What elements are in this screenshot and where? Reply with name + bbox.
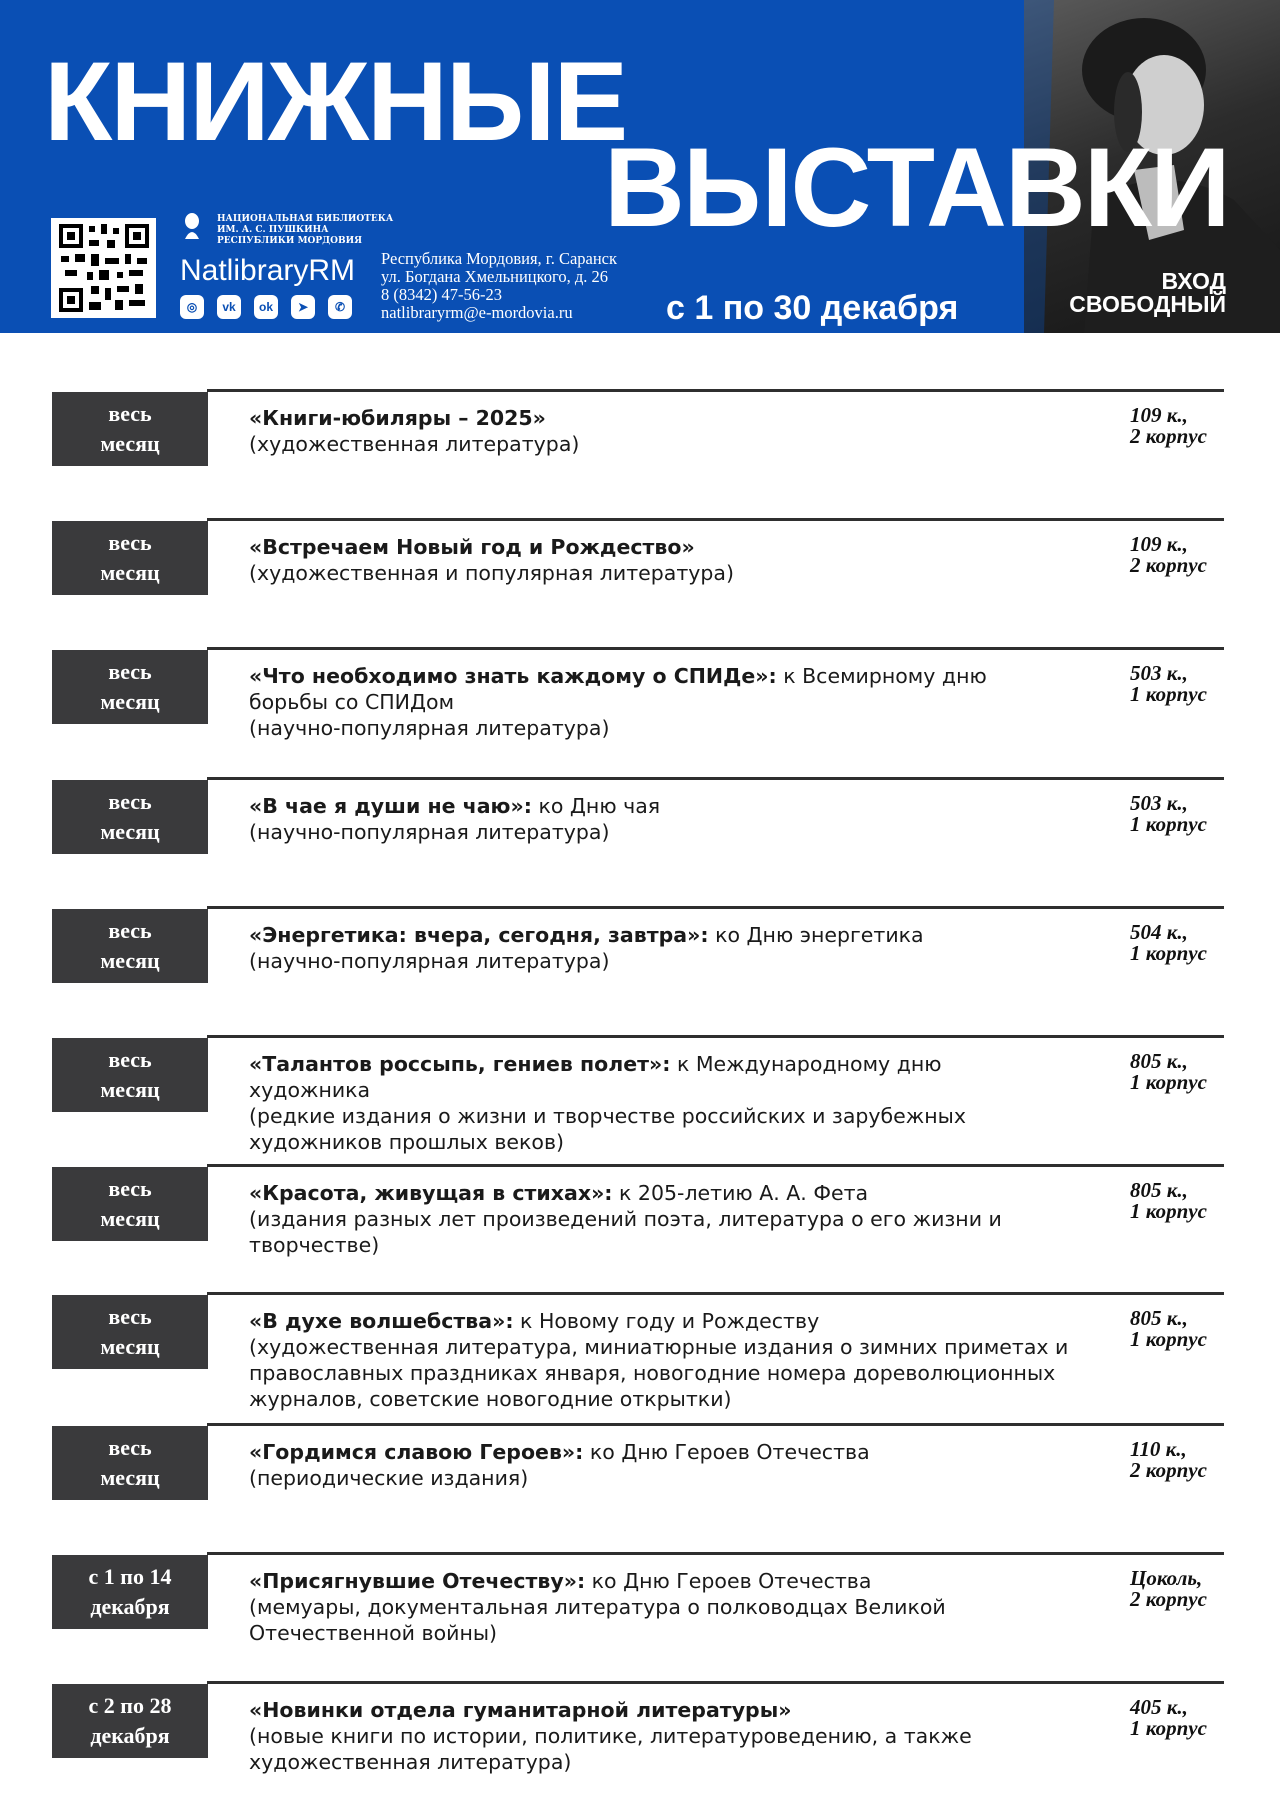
exhibition-occasion: ко Дню энергетика — [708, 923, 924, 947]
exhibition-title: «Энергетика: вчера, сегодня, завтра»: — [249, 923, 709, 947]
exhibition-details: (научно-популярная литература) — [249, 949, 610, 973]
exhibition-details: (периодические издания) — [249, 1466, 529, 1490]
location-room: Цоколь, — [1130, 1566, 1203, 1590]
location-building: 1 корпус — [1130, 1199, 1207, 1223]
entry-free-badge — [1048, 270, 1226, 316]
period-tag — [52, 1038, 208, 1112]
location-building: 2 корпус — [1130, 1458, 1207, 1482]
location-building: 1 корпус — [1130, 682, 1207, 706]
period-line-2: месяц — [100, 819, 160, 844]
entry-line-2: СВОБОДНЫЙ — [1069, 291, 1226, 317]
location-building: 1 корпус — [1130, 812, 1207, 836]
qr-code[interactable] — [51, 218, 156, 318]
row-divider — [207, 1035, 1224, 1038]
location-building: 1 корпус — [1130, 1327, 1207, 1351]
exhibition-title: «Красота, живущая в стихах»: — [249, 1181, 613, 1205]
location-building: 1 корпус — [1130, 941, 1207, 965]
period-line-2: месяц — [100, 431, 160, 456]
location-room: 805 к., — [1130, 1178, 1188, 1202]
period-tag — [52, 780, 208, 854]
exhibition-dates: с 1 по 30 декабря — [666, 289, 959, 327]
period-tag — [52, 1167, 208, 1241]
exhibition-details: (редкие издания о жизни и творчестве российских и зарубежных художников прошлых веков) — [249, 1104, 966, 1154]
period-line-2: месяц — [100, 1206, 160, 1231]
period-tag — [52, 1295, 208, 1369]
period-line-2: месяц — [100, 1465, 160, 1490]
exhibition-description — [249, 1180, 1069, 1258]
exhibition-location — [1130, 793, 1207, 835]
period-tag — [52, 1426, 208, 1500]
exhibition-title: «Что необходимо знать каждому о СПИДе»: — [249, 664, 777, 688]
period-line-2: месяц — [100, 948, 160, 973]
poster-header — [0, 0, 1280, 333]
exhibition-description — [249, 922, 1069, 974]
contact-address — [381, 250, 617, 322]
exhibition-description — [249, 793, 1069, 845]
exhibition-title: «В духе волшебства»: — [249, 1309, 514, 1333]
period-line-2: декабря — [90, 1723, 170, 1748]
exhibition-title: «Книги-юбиляры – 2025» — [249, 406, 546, 430]
location-building: 2 корпус — [1130, 1587, 1207, 1611]
period-tag — [52, 1555, 208, 1629]
exhibition-location — [1130, 1568, 1207, 1610]
period-line-1: весь — [108, 789, 152, 814]
exhibition-occasion: к Новому году и Рождеству — [513, 1309, 820, 1333]
exhibition-location — [1130, 1180, 1207, 1222]
period-line-2: месяц — [100, 560, 160, 585]
address-phone[interactable]: 8 (8342) 47-56-23 — [381, 285, 502, 304]
period-line-1: весь — [108, 1176, 152, 1201]
location-building: 1 корпус — [1130, 1716, 1207, 1740]
entry-line-1: ВХОД — [1161, 268, 1226, 294]
exhibition-occasion: к Международному дню художника — [249, 1052, 942, 1102]
period-line-1: весь — [108, 659, 152, 684]
exhibition-details: (издания разных лет произведений поэта, литература о его жизни и творчестве) — [249, 1207, 1002, 1257]
vk-icon[interactable]: vk — [217, 295, 241, 319]
title-line-1: КНИЖНЫЕ — [44, 39, 627, 164]
exhibition-details: (мемуары, документальная литература о полководцах Великой Отечественной войны) — [249, 1595, 946, 1645]
exhibition-details: (художественная и популярная литература) — [249, 561, 734, 585]
telegram-icon[interactable]: ➤ — [291, 295, 315, 319]
viber-icon[interactable]: ✆ — [328, 295, 352, 319]
row-divider — [207, 777, 1224, 780]
row-divider — [207, 906, 1224, 909]
location-room: 109 к., — [1130, 532, 1188, 556]
period-line-2: месяц — [100, 1334, 160, 1359]
period-tag — [52, 1684, 208, 1758]
row-divider — [207, 1681, 1224, 1684]
exhibition-details: (художественная литература, миниатюрные издания о зимних приметах и православных праздниках января, новогодние номера дореволюционных журналов, советские новогодние открытки) — [249, 1335, 1069, 1411]
row-divider — [207, 1552, 1224, 1555]
address-city: Республика Мордовия, г. Саранск — [381, 249, 618, 268]
period-tag — [52, 909, 208, 983]
row-divider — [207, 1292, 1224, 1295]
address-email[interactable]: natlibraryrm@e-mordovia.ru — [381, 303, 573, 322]
location-building: 2 корпус — [1130, 424, 1207, 448]
period-tag — [52, 650, 208, 724]
location-building: 2 корпус — [1130, 553, 1207, 577]
period-line-2: месяц — [100, 1077, 160, 1102]
location-room: 503 к., — [1130, 791, 1188, 815]
globe-icon[interactable]: ◎ — [180, 295, 204, 319]
exhibition-occasion: ко Дню Героев Отечества — [585, 1569, 872, 1593]
period-line-2: месяц — [100, 689, 160, 714]
row-divider — [207, 647, 1224, 650]
exhibition-description — [249, 1051, 1069, 1155]
row-divider — [207, 518, 1224, 521]
exhibition-location — [1130, 1697, 1207, 1739]
exhibition-description — [249, 405, 1069, 457]
exhibition-location — [1130, 534, 1207, 576]
exhibition-location — [1130, 1051, 1207, 1093]
period-line-1: с 1 по 14 — [88, 1564, 172, 1589]
location-room: 805 к., — [1130, 1049, 1188, 1073]
title-line-2: ВЫСТАВКИ — [604, 125, 1229, 250]
period-tag — [52, 521, 208, 595]
exhibition-location — [1130, 922, 1207, 964]
exhibition-title: «Встречаем Новый год и Рождество» — [249, 535, 695, 559]
period-line-1: с 2 по 28 — [88, 1693, 172, 1718]
exhibition-occasion: к 205-летию А. А. Фета — [612, 1181, 869, 1205]
period-line-1: весь — [108, 1047, 152, 1072]
exhibition-location — [1130, 663, 1207, 705]
exhibition-location — [1130, 405, 1207, 447]
row-divider — [207, 389, 1224, 392]
location-room: 405 к., — [1130, 1695, 1188, 1719]
exhibition-occasion: ко Дню чая — [531, 794, 661, 818]
exhibition-title: «Новинки отдела гуманитарной литературы» — [249, 1698, 792, 1722]
location-room: 110 к., — [1130, 1437, 1187, 1461]
exhibition-occasion: к Всемирному дню борьбы со СПИДом — [249, 664, 987, 714]
exhibition-title: «Присягнувшие Отечеству»: — [249, 1569, 586, 1593]
exhibition-details: (научно-популярная литература) — [249, 716, 610, 740]
odnoklassniki-icon[interactable]: ok — [254, 295, 278, 319]
period-line-1: весь — [108, 1304, 152, 1329]
exhibition-title: «Гордимся славою Героев»: — [249, 1440, 584, 1464]
exhibition-description — [249, 1697, 1069, 1775]
exhibition-location — [1130, 1308, 1207, 1350]
address-street: ул. Богдана Хмельницкого, д. 26 — [381, 267, 609, 286]
period-tag — [52, 392, 208, 466]
exhibition-description — [249, 663, 1069, 741]
library-logo-icon — [183, 213, 201, 239]
period-line-1: весь — [108, 530, 152, 555]
exhibition-details: (новые книги по истории, политике, литературоведению, а также художественная литература) — [249, 1724, 972, 1774]
exhibition-description — [249, 1308, 1069, 1412]
location-room: 503 к., — [1130, 661, 1188, 685]
location-building: 1 корпус — [1130, 1070, 1207, 1094]
period-line-1: весь — [108, 918, 152, 943]
exhibition-description — [249, 1568, 1069, 1646]
row-divider — [207, 1164, 1224, 1167]
location-room: 504 к., — [1130, 920, 1188, 944]
exhibition-occasion: ко Дню Героев Отечества — [583, 1440, 870, 1464]
library-name: НАЦИОНАЛЬНАЯ БИБЛИОТЕКА ИМ. А. С. ПУШКИНА РЕСПУБЛИКИ МОРДОВИЯ — [217, 214, 394, 246]
social-links — [180, 295, 352, 319]
exhibition-details: (научно-популярная литература) — [249, 820, 610, 844]
exhibition-description — [249, 534, 1069, 586]
row-divider — [207, 1423, 1224, 1426]
location-room: 109 к., — [1130, 403, 1188, 427]
exhibition-location — [1130, 1439, 1207, 1481]
brand-name: NatlibraryRM — [180, 254, 356, 287]
period-line-1: весь — [108, 1435, 152, 1460]
exhibition-title: «Талантов россыпь, гениев полет»: — [249, 1052, 671, 1076]
period-line-1: весь — [108, 401, 152, 426]
location-room: 805 к., — [1130, 1306, 1188, 1330]
exhibition-details: (художественная литература) — [249, 432, 580, 456]
exhibition-description — [249, 1439, 1069, 1491]
exhibition-title: «В чае я души не чаю»: — [249, 794, 532, 818]
period-line-2: декабря — [90, 1594, 170, 1619]
